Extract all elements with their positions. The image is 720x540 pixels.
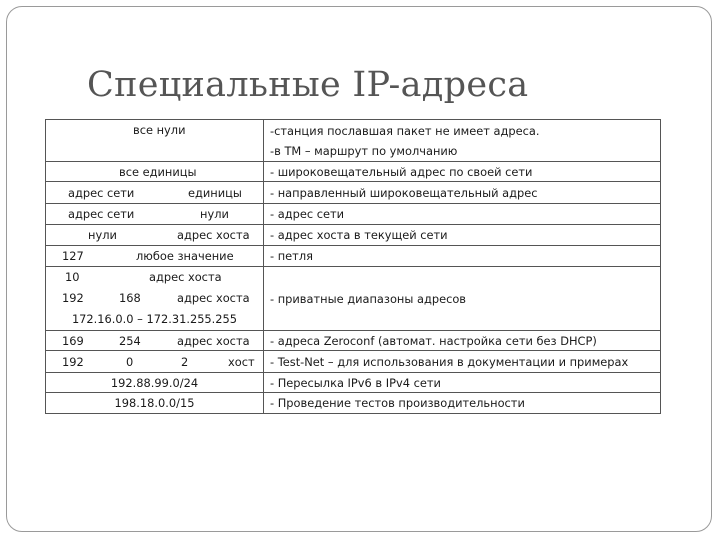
table-cell-address — [46, 246, 264, 267]
cell-text: все нули — [133, 123, 186, 137]
cell-text: 10 — [65, 270, 80, 284]
table-cell-description: - петля — [264, 246, 661, 267]
cell-text: 168 — [119, 291, 141, 305]
cell-text: 198.18.0.0/15 — [114, 396, 195, 410]
table-cell-description — [264, 120, 661, 162]
cell-text: 2 — [181, 355, 189, 369]
cell-text: 192 — [62, 291, 84, 305]
table-cell-address — [46, 162, 264, 182]
cell-text: любое значение — [136, 249, 234, 263]
table-cell-description: - адрес сети — [264, 204, 661, 225]
table-cell-address — [46, 225, 264, 246]
table-cell-description: - широковещательный адрес по своей сети — [264, 162, 661, 182]
slide-title: Специальные IP-адреса — [87, 65, 529, 105]
table-cell-description: - направленный широковещательный адрес — [264, 182, 661, 204]
cell-text: 192.88.99.0/24 — [110, 376, 199, 390]
cell-text: нули — [200, 207, 229, 221]
table-cell-description: - адрес хоста в текущей сети — [264, 225, 661, 246]
table-cell-description: - Test-Net – для использования в документации и примерах — [264, 351, 661, 373]
cell-text: нули — [88, 228, 117, 242]
table-cell-address — [46, 204, 264, 225]
cell-text: 254 — [119, 334, 141, 348]
table-cell-description: - Проведение тестов производительности — [264, 393, 661, 414]
table-row — [46, 120, 661, 162]
table-row — [46, 373, 661, 393]
cell-text: 0 — [126, 355, 134, 369]
table-cell-address — [46, 351, 264, 373]
cell-text: адрес сети — [68, 186, 135, 200]
table-cell-address — [46, 331, 264, 351]
cell-text: 172.16.0.0 – 172.31.255.255 — [71, 312, 238, 326]
table-row — [46, 225, 661, 246]
table-cell-description: - приватные диапазоны адресов — [264, 267, 661, 331]
table-row — [46, 246, 661, 267]
table-row — [46, 182, 661, 204]
table-cell-address — [46, 182, 264, 204]
table-cell-address — [46, 267, 264, 331]
cell-text: 127 — [62, 249, 84, 263]
table-row — [46, 393, 661, 414]
cell-text: -в ТМ – маршрут по умолчанию — [270, 143, 458, 158]
table-cell-address — [46, 120, 264, 162]
cell-text: хост — [228, 355, 255, 369]
table-row — [46, 267, 661, 331]
cell-text: адрес хоста — [149, 270, 222, 284]
table-row — [46, 204, 661, 225]
cell-text: адрес хоста — [177, 228, 250, 242]
table-row — [46, 162, 661, 182]
table-cell-address — [46, 373, 264, 393]
table-row — [46, 351, 661, 373]
table-cell-description: - Пересылка IPv6 в IPv4 сети — [264, 373, 661, 393]
special-ip-table — [45, 119, 661, 414]
cell-text: адрес сети — [68, 207, 135, 221]
table-cell-description: - адреса Zeroconf (автомат. настройка сети без DHCP) — [264, 331, 661, 351]
cell-text: -станция пославшая пакет не имеет адреса. — [270, 123, 540, 138]
cell-text: адрес хоста — [177, 291, 250, 305]
cell-text: все единицы — [119, 165, 197, 179]
table-row — [46, 331, 661, 351]
cell-text: адрес хоста — [177, 334, 250, 348]
cell-text: 192 — [62, 355, 84, 369]
cell-text: 169 — [62, 334, 84, 348]
cell-text: единицы — [188, 186, 242, 200]
table-cell-address — [46, 393, 264, 414]
